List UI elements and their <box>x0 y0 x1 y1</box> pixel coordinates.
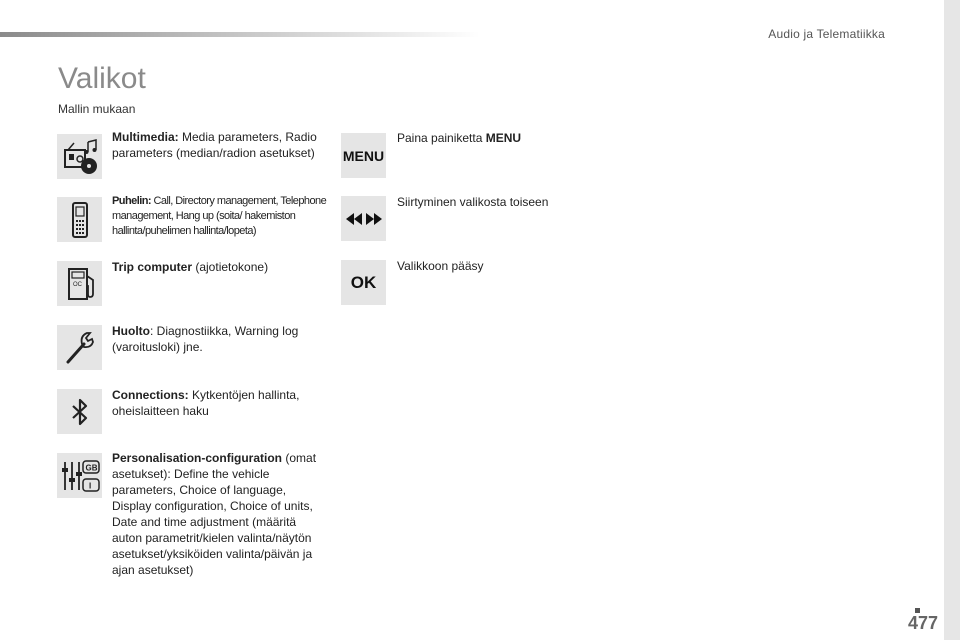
language-i-label: I <box>88 481 91 490</box>
item-description: Call, Directory management, Telephone management, Hang up (soita/ hakemiston hallinta/puhelimen hallinta/lopeta) <box>112 195 327 237</box>
arrow-buttons[interactable] <box>341 196 386 241</box>
item-label: Connections: <box>112 388 189 402</box>
section-title: Audio ja Telematiikka <box>768 27 885 41</box>
bluetooth-icon <box>57 389 102 434</box>
trip-computer-icon <box>57 261 102 306</box>
menu-item-multimedia <box>112 129 317 161</box>
multimedia-icon <box>57 134 102 179</box>
menu-item-personalisation <box>112 450 317 578</box>
item-label: Personalisation-configuration <box>112 451 283 465</box>
item-description: : Diagnostiikka, Warning log (varoitusloki) jne. <box>112 324 299 354</box>
top-gradient-bar <box>0 32 480 37</box>
menu-button-label: MENU <box>342 147 385 164</box>
wrench-icon <box>57 325 102 370</box>
item-description: Kytkentöjen hallinta, oheislaitteen haku <box>112 388 300 418</box>
page-subtitle: Mallin mukaan <box>58 102 136 116</box>
language-gb-label: GB <box>85 463 97 472</box>
menu-button[interactable] <box>341 133 386 178</box>
menu-instruction-bold: MENU <box>485 131 522 145</box>
menu-item-trip-computer <box>112 259 317 275</box>
item-description: (ajotietokone) <box>192 260 269 274</box>
page-title: Valikot <box>58 62 146 95</box>
arrow-buttons-description: Siirtyminen valikosta toiseen <box>397 195 549 209</box>
page-number: 477 <box>907 613 938 633</box>
item-description: (omat asetukset): Define the vehicle parameters, Choice of language, Display configuration, Choice of units, Date and time adjustment (määritä auton parametrit/kielen valinta/näytön asetukset/yksiköiden valinta/päivän ja ajan asetukset) <box>112 451 317 577</box>
menu-item-phone <box>112 194 327 239</box>
menu-item-connections <box>112 387 317 419</box>
ok-button[interactable] <box>341 260 386 305</box>
ok-button-label: OK <box>350 272 377 292</box>
page-side-strip <box>944 0 960 640</box>
phone-icon <box>57 197 102 242</box>
item-label: Trip computer <box>112 260 193 274</box>
settings-sliders-icon <box>57 453 102 498</box>
item-description: Media parameters, Radio parameters (median/radion asetukset) <box>112 130 317 160</box>
item-label: Multimedia: <box>112 130 179 144</box>
item-label: Huolto <box>112 324 150 338</box>
ok-button-description: Valikkoon pääsy <box>397 259 484 273</box>
menu-item-maintenance <box>112 323 317 355</box>
double-arrows-icon <box>344 209 384 229</box>
item-label: Puhelin: <box>112 195 151 207</box>
menu-instruction-text: Paina painiketta <box>397 131 486 145</box>
fuel-label: OC <box>72 281 82 288</box>
menu-button-description <box>397 130 521 146</box>
